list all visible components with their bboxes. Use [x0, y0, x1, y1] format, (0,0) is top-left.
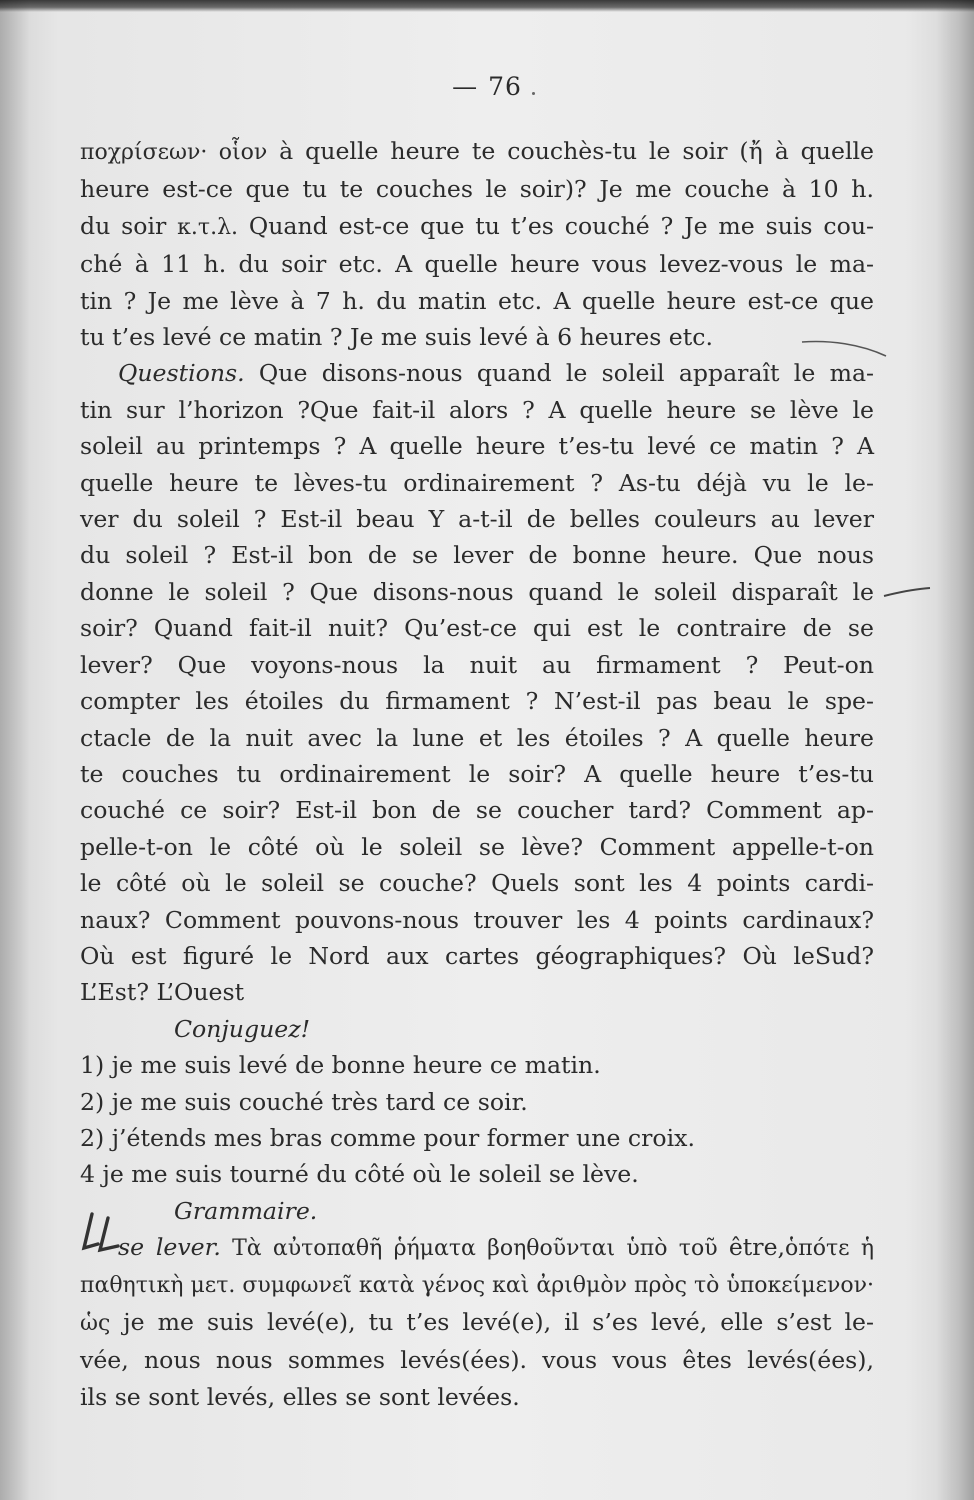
text-line: L’Est? L’Ouest — [80, 978, 245, 1007]
pencil-dash-icon — [882, 584, 932, 600]
text-line: soir? Quand fait-il nuit? Qu’est-ce qui est le contraire de se — [80, 614, 874, 643]
page-number-value: 76 — [488, 72, 522, 101]
text-line: donne le soleil ? Que disons-nous quand le soleil disparaît le — [80, 577, 874, 606]
text-line: quelle heure te lèves-tu ordinairement ? As-tu déjà vu le le- — [80, 468, 874, 497]
text-line: naux? Comment pouvons-nous trouver les 4 points cardinaux? — [80, 905, 874, 934]
text-line: ché à 11 h. du soir etc. A quelle heure vous levez-vous le ma- — [80, 250, 874, 279]
text-line: te couches tu ordinairement le soir? A quelle heure t’es-tu — [80, 759, 874, 788]
text-line: Où est figuré le Nord aux cartes géographiques? Où leSud? — [80, 941, 874, 970]
page-left-shadow — [0, 0, 30, 1500]
grammar-line: παθητικὴ μετ. συμφωνεῖ κατὰ γένος καὶ ἀριθμὸν πρὸς τὸ ὑποκείμενον· — [80, 1272, 874, 1298]
conjuguez-heading: Conjuguez! — [174, 1014, 311, 1043]
text-line: du soleil ? Est-il bon de se lever de bonne heure. Que nous — [80, 541, 874, 570]
pencil-mark-icon — [800, 336, 890, 360]
questions-label: Questions. — [118, 359, 245, 388]
text-line: compter les étoiles du firmament ? N’est-il pas beau le spe- — [80, 687, 874, 716]
text-line: pelle-t-on le côté où le soleil se lève? Comment appelle-t-on — [80, 832, 874, 861]
page-top-edge — [0, 0, 974, 12]
text-line: tu t’es levé ce matin ? Je me suis levé à 6 heures etc. — [80, 323, 713, 352]
text-line: lever? Que voyons-nous la nuit au firmament ? Peut-on — [80, 650, 874, 679]
page-body — [80, 133, 874, 1415]
grammaire-heading: Grammaire. — [174, 1196, 318, 1225]
text-line: du soir κ.τ.λ. Quand est-ce que tu t’es couché ? Je me suis cou- — [80, 211, 874, 240]
text-line: ποχρίσεων· οἷον à quelle heure te couchès-tu le soir (ἤ à quelle — [80, 137, 874, 165]
page-right-shadow — [936, 0, 974, 1500]
text-line: couché ce soir? Est-il bon de se coucher tard? Comment ap- — [80, 796, 874, 825]
grammar-line: se lever. Τὰ αὐτοπαθῆ ῥήματα βοηθοῦνται ὑπὸ τοῦ être,ὁπότε ἡ — [118, 1233, 874, 1262]
text-line: soleil au printemps ? A quelle heure t’es-tu levé ce matin ? A — [80, 432, 874, 461]
page-number-dash: — — [452, 72, 479, 101]
conjugation-item: 4 je me suis tourné du côté où le soleil se lève. — [80, 1160, 639, 1189]
text-line: ctacle de la nuit avec la lune et les étoiles ? A quelle heure — [80, 723, 874, 752]
conjugation-item: 2) je me suis couché très tard ce soir. — [80, 1087, 528, 1116]
conjugation-item: 1) je me suis levé de bonne heure ce matin. — [80, 1051, 601, 1080]
text-line: tin sur l’horizon ?Que fait-il alors ? A quelle heure se lève le — [80, 395, 874, 424]
text-line: tin ? Je me lève à 7 h. du matin etc. A quelle heure est-ce que — [80, 286, 874, 315]
questions-first-line: Questions. Que disons-nous quand le soleil apparaît le ma- — [118, 359, 874, 388]
page-number — [0, 72, 974, 101]
grammar-line: ils se sont levés, elles se sont levées. — [80, 1382, 520, 1411]
text-line: le côté où le soleil se couche? Quels sont les 4 points cardi- — [80, 869, 874, 898]
conjugation-item: 2) j’étends mes bras comme pour former une croix. — [80, 1123, 695, 1152]
grammar-line: vée, nous nous sommes levés(ées). vous vous êtes levés(ées), — [80, 1346, 874, 1375]
pencil-double-l-icon — [78, 1208, 124, 1258]
text-line: ver du soleil ? Est-il beau Y a-t-il de belles couleurs au lever — [80, 505, 874, 534]
grammar-verb-label: se lever. — [118, 1233, 221, 1262]
grammar-line: ὡς je me suis levé(e), tu t’es levé(e), il s’es levé, elle s’est le- — [80, 1308, 874, 1336]
text-line: heure est-ce que tu te couches le soir)? Je me couche à 10 h. — [80, 175, 874, 204]
